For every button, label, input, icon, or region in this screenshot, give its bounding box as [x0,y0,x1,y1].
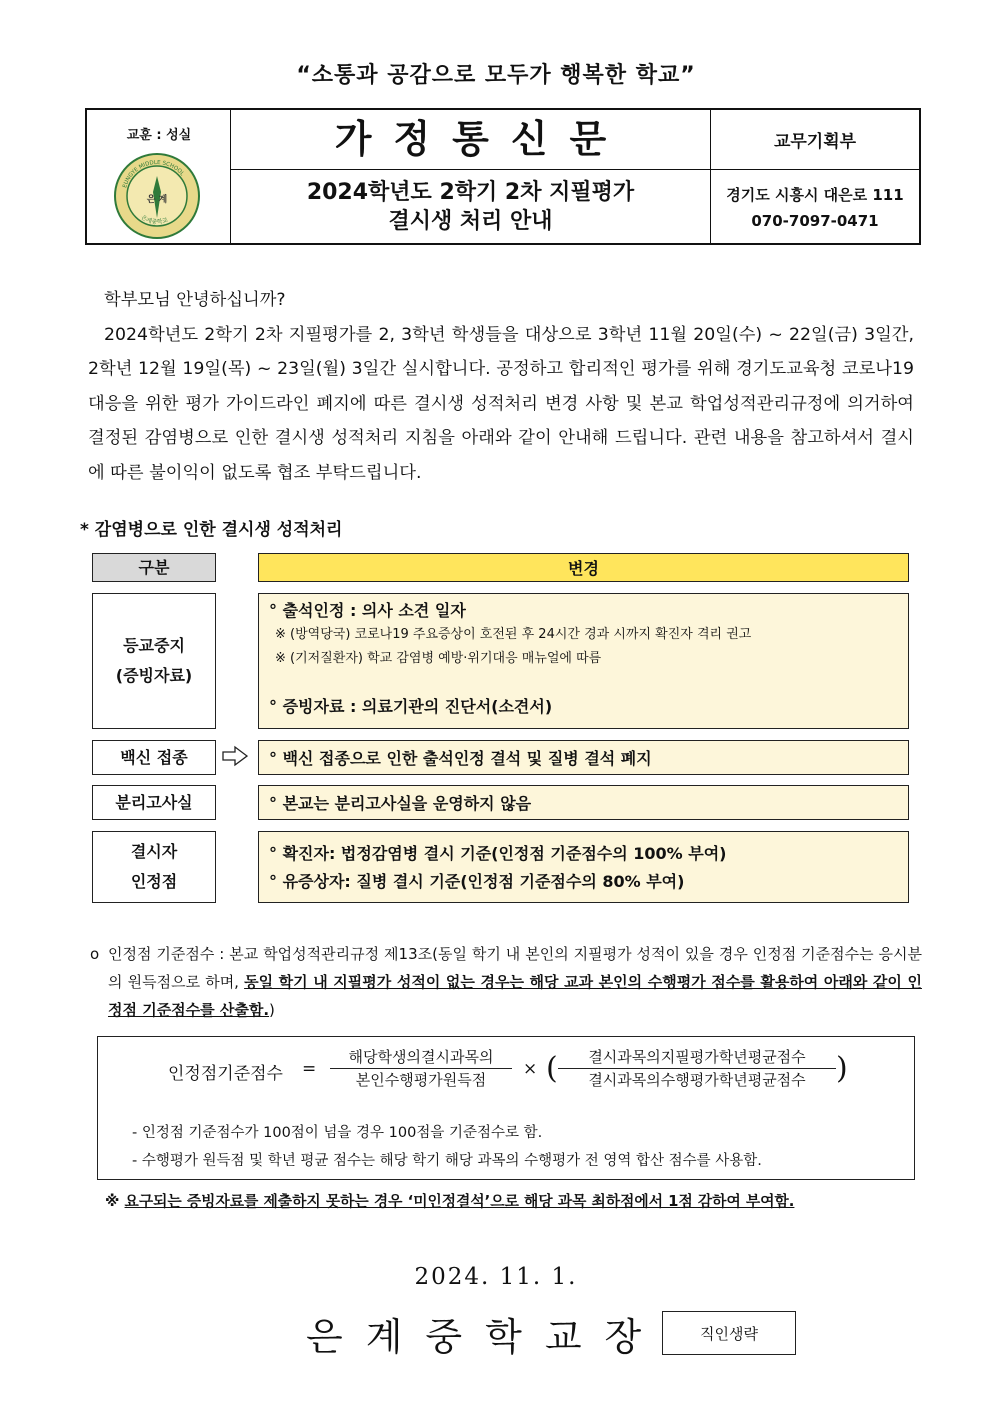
seal-omitted-box: 직인생략 [662,1311,796,1355]
content-item: ° 증빙자료 : 의료기관의 진단서(소견서) [269,697,553,716]
subtitle-line-1: 2024학년도 2학기 2차 지필평가 [306,180,635,205]
row-label-line: 등교중지 [123,636,185,655]
row-content-absentee-score [258,831,909,903]
paren-close: ) [836,1051,848,1086]
formula-note: - 인정점 기준점수가 100점이 넘을 경우 100점을 기준점수로 함. [132,1125,543,1141]
content-item: ° 출석인정 : 의사 소견 일자 [269,601,466,620]
subtitle-cell [231,170,711,243]
formula-notes [132,1119,762,1175]
notice-text: 인정점 기준점수 : 본교 학업성적관리규정 제13조(동일 학기 내 본인의 지필평가 성적이 있을 경우 인정점 기준점수는 응시분의 원득점으로 하며, [108,945,922,991]
contact-cell [711,170,919,243]
school-logo-icon [113,152,201,240]
page-title: 가정통신문 [334,117,629,161]
principal-signature: 은계중학교장 [306,1315,665,1359]
content-note: ※ (기저질환자) 학교 감염병 예방·위기대응 매뉴얼에 따름 [275,651,602,666]
row-label-line: 백신 접종 [120,747,188,767]
section-title: * 감염병으로 인한 결시생 성적처리 [80,520,343,540]
logo-ring-bottom-text: 은계중학교 [139,214,169,226]
school-phone: 070-7097-0471 [751,212,879,230]
notice-underlined-text: 동일 학기 내 지필평가 성적이 없는 경우는 해당 교과 본인의 수행평가 점수를 활용하여 아래와 같이 인정점 기준점수를 산출함. [108,973,922,1019]
score-notice [90,940,922,1024]
school-slogan: “소통과 공감으로 모두가 행복한 학교” [296,63,696,88]
bullet: o [90,945,100,963]
table-header-change [258,553,909,582]
logo-cell [87,110,231,243]
row-label-line: (증빙자료) [115,666,193,685]
intro-text [88,283,914,490]
warning-text: 요구되는 증빙자료를 제출하지 못하는 경우 ‘미인정결석’으로 해당 과목 최하점에서 1점 감하여 부여함. [124,1193,795,1210]
formula-lhs: 인정점기준점수 [168,1064,283,1084]
content-item: ° 백신 접종으로 인한 출석인정 결석 및 질병 결석 폐지 [269,749,652,768]
school-motto: 교훈 : 성실 [126,128,192,143]
row-label-absentee-score [92,831,216,903]
formula-times: × [523,1059,538,1079]
content-note: ※ (방역당국) 코로나19 주요증상이 호전된 후 24시간 경과 시까지 확진자 격리 권고 [275,627,752,642]
formula-fraction-1 [330,1046,512,1091]
content-item: ° 확진자: 법정감염병 결시 기준(인정점 기준점수의 100% 부여) [269,844,727,863]
row-label-line: 결시자 [130,842,178,861]
row-label-line: 인정점 [130,872,178,891]
row-content-separate-room [258,785,909,820]
greeting: 학부모님 안녕하십니까? [104,290,286,310]
warning-note [105,1190,794,1211]
letter-header [85,108,921,245]
row-content-suspension [258,593,909,729]
formula-box [97,1036,915,1180]
warning-mark: ※ [105,1193,120,1210]
school-address: 경기도 시흥시 대은로 111 [726,186,904,204]
formula-equals: = [302,1059,317,1079]
formula-note: - 수행평가 원득점 및 학년 평균 점수는 해당 학기 해당 과목의 수행평가 전 영역 합산 점수를 사용함. [132,1153,762,1169]
fraction-numerator: 결시과목의지필평가학년평균점수 [558,1046,836,1069]
logo-inner-text: 은 계 [146,195,168,205]
notice-text-end: ) [269,1001,275,1019]
header-label: 변경 [568,559,599,578]
fraction-denominator: 본인수행평가원득점 [355,1071,487,1089]
logo-ring-top-text: EUNGYE MIDDLE SCHOOL [122,159,185,189]
fraction-denominator: 결시과목의수행평가학년평균점수 [588,1071,806,1089]
row-label-line: 분리고사실 [115,792,193,812]
formula-fraction-2 [558,1046,836,1091]
row-label-suspension [92,593,216,729]
header-label: 구분 [138,557,170,577]
content-item: ° 유증상자: 질병 결시 기준(인정점 기준점수의 80% 부여) [269,872,685,891]
paren-open: ( [546,1051,558,1086]
department: 교무기획부 [711,110,919,170]
fraction-numerator: 해당학생의결시과목의 [330,1046,512,1069]
row-label-separate-room [92,785,216,820]
row-label-vaccine [92,740,216,775]
title-cell [231,110,711,170]
content-item: ° 본교는 분리고사실을 운영하지 않음 [269,794,532,813]
table-header-category [92,553,216,582]
issue-date: 2024. 11. 1. [414,1264,578,1290]
subtitle-line-2: 결시생 처리 안내 [388,209,553,234]
intro-body: 2024학년도 2학기 2차 지필평가를 2, 3학년 학생들을 대상으로 3학년 11월 20일(수) ~ 22일(금) 3일간, 2학년 12월 19일(목) ~ 23일(월) 3일간 실시합니다. 공정하고 합리적인 평가를 위해 경기도교육청 코로나19 대응을 위한 평가 가이드라인 폐지에 따른 결시생 성적처리 변경 사항 및 본교 학업성적관리규정에 의거하여 결정된 감염병으로 인한 결시생 성적처리 지침을 아래와 같이 안내해 드립니다. 관련 내용을 참고하셔서 결시에 따른 불이익이 없도록 협조 부탁드립니다. [88,324,914,483]
arrow-right-icon [222,745,248,767]
row-content-vaccine [258,740,909,775]
